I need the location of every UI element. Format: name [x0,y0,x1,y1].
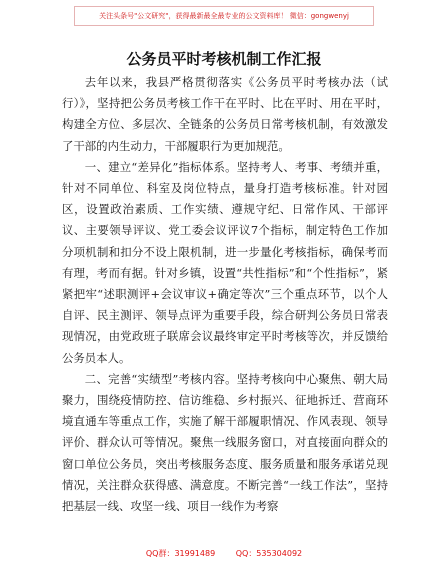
contact-footer [0,548,448,559]
promo-banner: 关注头条号"公文研究"，获得最新最全最专业的公文资料库！ 微信：gongwenyj [74,6,374,26]
paragraph-section-2: 二、完善“实绩型”考核内容。坚持考核向中心聚焦、朝大局聚力，围绕疫情防控、信访维稳、乡村振兴、征地拆迁、营商环境直通车等重点工作，实施了解干部履职情况、作风表现、领导评价、群众认可等情况。聚焦一线服务窗口，对直接面向群众的窗口单位公务员，突出考核服务态度、服务质量和服务承诺兑现情况，关注群众获得感、满意度。不断完善“一线工作法”，坚持把基层一线、攻坚一线、项目一线作为考察 [62,371,388,514]
document-body [62,72,388,517]
document-title: 公务员平时考核机制工作汇报 [126,50,322,68]
qq-text: QQ：535304092 [235,549,303,558]
qq-group-text: QQ群：31991489 [145,549,216,558]
paragraph-intro: 去年以来，我县严格贯彻落实《公务员平时考核办法（试行）》，坚持把公务员考核工作干在平时、比在平时、用在平时，构建全方位、多层次、全链条的公务员日常考核机制，有效激发了干部的内生动力，干部履职行为更加规范。 [62,75,388,153]
paragraph-section-1: 一、建立“差异化”指标体系。坚持考人、考事、考绩并重，针对不同单位、科室及岗位特点，量身打造考核标准。针对园区，设置政治素质、工作实绩、遵规守纪、日常作风、干部评议、主要领导评议、党工委会议评议7个指标，制定特色工作加分项机制和扣分不设上限机制，进一步量化考核指标，确保考而有理，考而有据。针对乡镇，设置“共性指标”和“个性指标”，紧紧把牢“述职测评+会议审议+确定等次”三个重点环节，以个人自评、民主测评、领导点评为重要手段，综合研判公务员日常表现情况，由党政班子联席会议最终审定平时考核等次，并反馈给公务员本人。 [62,159,388,365]
